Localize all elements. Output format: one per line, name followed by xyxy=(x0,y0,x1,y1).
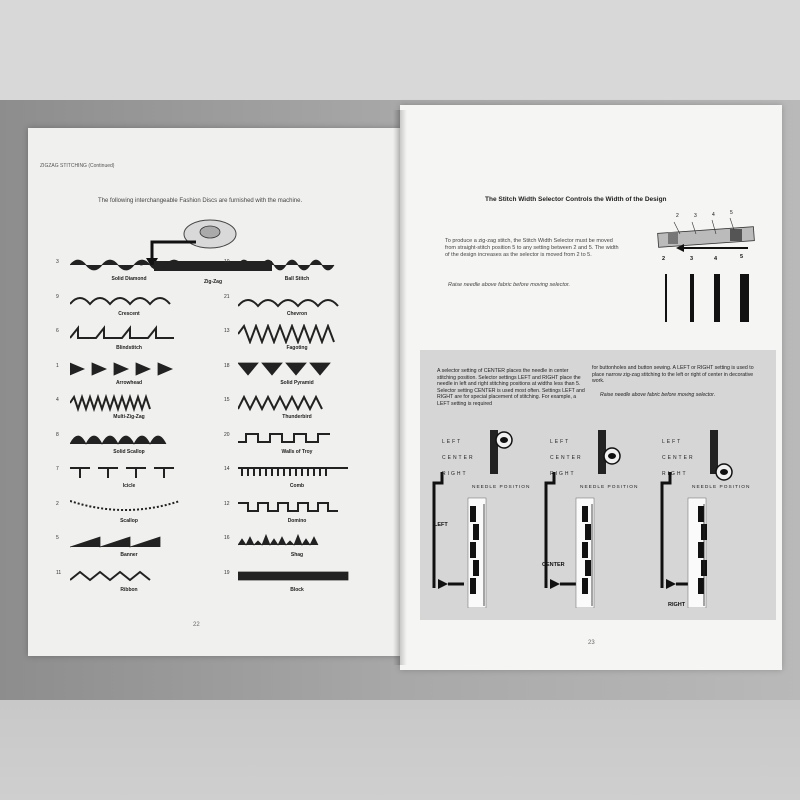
width-label: 3 xyxy=(690,256,694,262)
stitch-sample xyxy=(70,290,188,310)
stitch-item xyxy=(56,290,196,322)
stitch-sample xyxy=(238,255,356,275)
stitch-number: 6 xyxy=(56,328,59,334)
stitch-sample xyxy=(70,497,188,517)
stitch-label: Walls of Troy xyxy=(281,448,313,455)
stitch-label: Comb xyxy=(289,483,305,489)
stitch-label: Block xyxy=(290,586,304,593)
stitch-sample xyxy=(238,462,356,482)
stitch-label: Blindstitch xyxy=(116,345,142,351)
stitch-label: Crescent xyxy=(118,310,140,317)
stitch-label: Domino xyxy=(287,517,307,524)
stitch-sample xyxy=(238,428,356,448)
stitch-item xyxy=(224,393,364,425)
stitch-label: Icicle xyxy=(122,483,136,489)
stitch-number: 7 xyxy=(56,466,59,472)
stitch-number: 20 xyxy=(224,431,230,438)
selector-number: 4 xyxy=(712,212,715,218)
left-page-header: ZIGZAG STITCHING (Continued) xyxy=(40,163,115,169)
right-page-title: The Stitch Width Selector Controls the Width of the Design xyxy=(485,196,667,203)
stitch-item xyxy=(56,462,196,494)
stitch-label: Banner xyxy=(120,552,138,558)
needle-position-label: NEEDLE POSITION xyxy=(692,485,751,490)
selector-number: 5 xyxy=(730,210,733,216)
needle-position-option: CENTER xyxy=(662,455,695,461)
stitch-item xyxy=(224,359,364,391)
needle-position-option: LEFT xyxy=(662,439,683,445)
stitch-number: 21 xyxy=(224,293,230,300)
stitch-sample xyxy=(70,255,188,275)
stitch-number: 3 xyxy=(56,259,59,265)
stitch-number: 13 xyxy=(224,328,230,334)
stitch-item xyxy=(224,255,364,287)
stitch-label: Shag xyxy=(290,552,304,558)
stitch-item xyxy=(56,324,196,356)
stitch-number: 4 xyxy=(56,397,59,403)
stitch-item xyxy=(224,531,364,563)
stitch-label: Solid Scallop xyxy=(113,448,145,455)
stitch-grid xyxy=(56,255,366,600)
selected-position-label: CENTER xyxy=(542,562,565,568)
stitch-number: 11 xyxy=(56,569,62,576)
stitch-item xyxy=(56,428,196,460)
stitch-sample xyxy=(238,497,356,517)
stitch-sample xyxy=(238,566,356,586)
needle-position-note: Raise needle above fabric before moving selector. xyxy=(600,392,716,398)
needle-position-option: LEFT xyxy=(550,439,571,445)
stitch-sample xyxy=(70,462,188,482)
stitch-number: 19 xyxy=(224,569,230,576)
needle-position-option: RIGHT xyxy=(662,471,688,477)
needle-position-text-right: for buttonholes and button sewing. A LEFT or RIGHT setting is used to place narrow zig-zag stitching to the left or right of center in decorative work. xyxy=(592,365,754,384)
stitch-width-selector-diagram xyxy=(650,208,770,326)
stitch-sample xyxy=(70,359,188,379)
stitch-item xyxy=(56,393,196,425)
stitch-item xyxy=(224,290,364,322)
stitch-sample xyxy=(70,428,188,448)
stitch-label: Solid Pyramid xyxy=(280,379,314,386)
desk-surface-bottom xyxy=(0,700,800,800)
stitch-number: 2 xyxy=(56,500,59,507)
stitch-label: Thunderbird xyxy=(282,414,312,420)
stitch-item xyxy=(224,428,364,460)
stitch-sample xyxy=(70,531,188,551)
needle-position-option: LEFT xyxy=(442,439,463,445)
needle-position-option: RIGHT xyxy=(550,471,576,477)
stitch-item xyxy=(56,255,196,287)
selected-position-label: RIGHT xyxy=(668,602,686,608)
stitch-sample xyxy=(238,531,356,551)
stitch-sample xyxy=(70,324,188,344)
stitch-item xyxy=(56,359,196,391)
left-page-intro: The following interchangeable Fashion Discs are furnished with the machine. xyxy=(98,198,303,204)
needle-position-option: CENTER xyxy=(442,455,475,461)
stitch-label: Solid Diamond xyxy=(111,276,147,282)
stitch-number: 12 xyxy=(224,500,230,507)
stitch-item xyxy=(224,497,364,529)
stitch-sample xyxy=(238,359,356,379)
needle-position-label: NEEDLE POSITION xyxy=(472,485,531,490)
stitch-number: 8 xyxy=(56,431,59,438)
needle-position-text-left: A selector setting of CENTER places the needle in center stitching position. Selector settings LEFT and RIGHT place the needle in left and right stitching positions at widths less than 5. Selector setting CENTER is used most often. Settings LEFT and RIGHT are for special placement of stitching. For example, a LEFT setting is required xyxy=(437,368,585,407)
stitch-number: 9 xyxy=(56,293,59,300)
stitch-label: Multi-Zig-Zag xyxy=(113,414,145,420)
selector-number: 3 xyxy=(694,213,697,219)
stitch-sample xyxy=(70,566,188,586)
stitch-sample xyxy=(238,290,356,310)
width-label: 4 xyxy=(714,256,718,262)
stitch-label: Chevron xyxy=(286,310,308,317)
needle-position-option: RIGHT xyxy=(442,471,468,477)
stitch-number: 18 xyxy=(224,362,230,369)
selector-number: 2 xyxy=(676,213,679,219)
stitch-item xyxy=(56,497,196,529)
left-page-number: 22 xyxy=(193,622,200,628)
width-label: 2 xyxy=(662,256,666,262)
stitch-sample xyxy=(238,324,356,344)
desk-surface xyxy=(0,0,800,100)
book-gutter xyxy=(393,110,407,665)
stitch-label: Fagoting xyxy=(286,345,308,351)
stitch-item xyxy=(224,566,364,598)
stitch-sample xyxy=(70,393,188,413)
stitch-number: 16 xyxy=(224,535,230,541)
needle-position-option: CENTER xyxy=(550,455,583,461)
stitch-number: 5 xyxy=(56,535,59,541)
stitch-width-note: Raise needle above fabric before moving selector. xyxy=(448,282,571,288)
stitch-width-paragraph: To produce a zig-zag stitch, the Stitch Width Selector must be moved from straight-stitch position 5 to any setting between 2 and 5. The width of the design increases as the selector is moved from 2 to 5. xyxy=(445,238,619,258)
stitch-label: Zig-Zag xyxy=(203,279,223,285)
stitch-number: 14 xyxy=(224,466,230,472)
stitch-number: 10 xyxy=(224,259,230,265)
width-label: 5 xyxy=(740,254,744,260)
right-page-number: 23 xyxy=(588,640,595,646)
stitch-label: Ribbon xyxy=(120,586,138,593)
stitch-number: 15 xyxy=(224,397,230,403)
stitch-sample xyxy=(238,393,356,413)
stitch-label: Arrowhead xyxy=(115,379,143,386)
stitch-item xyxy=(224,462,364,494)
selected-position-label: LEFT xyxy=(434,522,448,528)
stitch-item xyxy=(56,566,196,598)
needle-position-label: NEEDLE POSITION xyxy=(580,485,639,490)
stitch-label: Ball Stitch xyxy=(284,276,310,282)
stitch-number: 1 xyxy=(56,362,59,369)
stitch-item xyxy=(224,324,364,356)
stitch-item xyxy=(56,531,196,563)
stitch-label: Scallop xyxy=(120,517,138,524)
